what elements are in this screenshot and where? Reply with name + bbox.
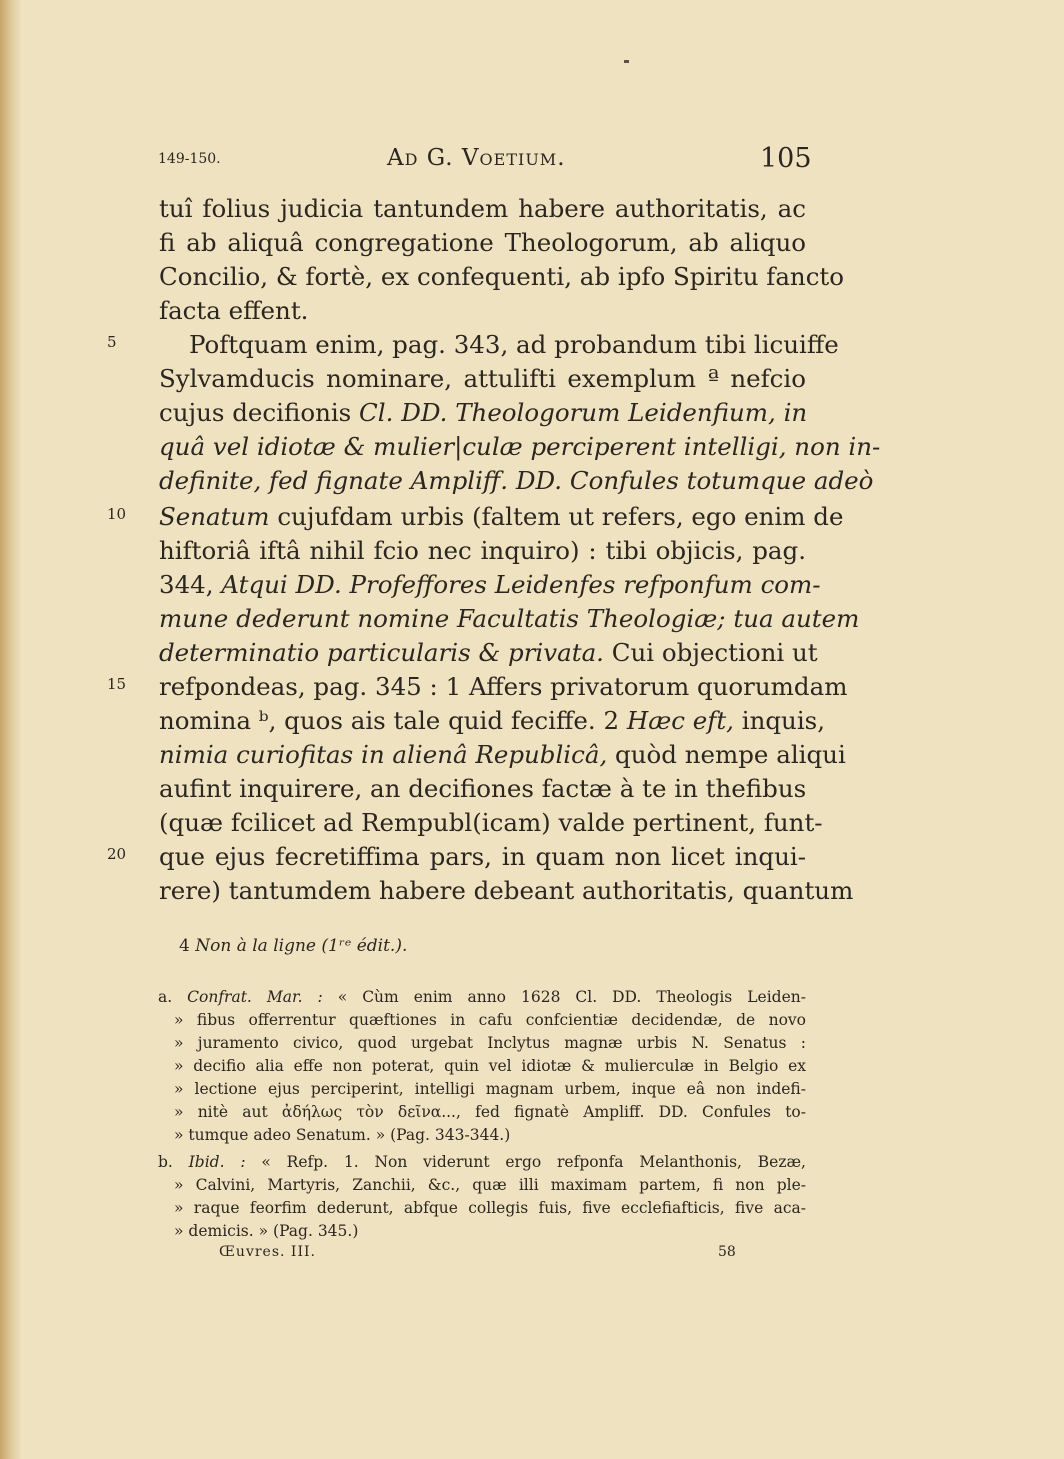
italic-run: determinatio particularis & privata. xyxy=(159,638,604,667)
italic-run: Senatum xyxy=(159,502,270,531)
footnote-line: a. Confrat. Mar. : « Cùm enim anno 1628 Cl. DD. Theologis Leiden- xyxy=(158,988,806,1006)
text-line: Senatum cujufdam urbis (faltem ut refers, ego enim de xyxy=(159,502,844,531)
footer-sheet-number: 58 xyxy=(718,1244,736,1260)
line-number: 15 xyxy=(107,675,127,693)
text-line xyxy=(159,464,874,498)
text-line: determinatio particularis & privata. Cui objectioni ut xyxy=(159,638,818,667)
footnote-line: » Calvini, Martyris, Zanchii, &c., quæ illi maximam partem, fi non ple- xyxy=(174,1176,806,1194)
line-number: 5 xyxy=(107,333,117,351)
footnote-line: » lectione ejus perciperint, intelligi magnam urbem, inque eâ non indefi- xyxy=(174,1080,806,1098)
text-line: tuî folius judicia tantundem habere authoritatis, ac xyxy=(159,194,806,223)
text-line: cujus decifionis Cl. DD. Theologorum Leidenfium, in xyxy=(159,398,808,427)
text-line: fi ab aliquâ congregatione Theologorum, ab aliquo xyxy=(159,228,806,257)
page-number: 105 xyxy=(760,143,812,174)
italic-run: Ibid. : xyxy=(188,1153,246,1171)
text-line: Sylvamducis nominare, attulifti exemplum ª nefcio xyxy=(159,364,806,393)
footnote-line: » fibus offerrentur quæftiones in cafu confcientiæ decidendæ, de novo xyxy=(174,1011,806,1029)
footnote-line: » raque feorfim dederunt, abfque collegis fuis, five ecclefiafticis, five aca- xyxy=(174,1199,806,1217)
footer-signature: Œuvres. III. xyxy=(219,1244,316,1260)
footnote-line: b. Ibid. : « Refp. 1. Non viderunt ergo refponfa Melanthonis, Bezæ, xyxy=(158,1153,806,1171)
line-number: 10 xyxy=(107,505,127,523)
italic-run: Cl. DD. Theologorum Leidenfium, in xyxy=(359,398,808,427)
text-line: rere) tantumdem habere debeant authoritatis, quantum xyxy=(159,876,854,905)
text-line: (quæ fcilicet ad Rempubl(icam) valde pertinent, funt- xyxy=(159,808,823,837)
variant-note: 4 Non à la ligne (1ʳᵉ édit.). xyxy=(179,936,408,956)
text-line: nomina ᵇ, quos ais tale quid feciffe. 2 Hæc eft, inquis, xyxy=(159,706,826,735)
text-line: nimia curiofitas in alienâ Republicâ, quòd nempe aliqui xyxy=(159,740,846,769)
text-line: Poftquam enim, pag. 343, ad probandum tibi licuiffe xyxy=(189,330,839,359)
footnote-line: » decifio alia effe non poterat, quin vel idiotæ & mulierculæ in Belgio ex xyxy=(174,1057,806,1075)
header-column-numbers: 149-150. xyxy=(158,151,221,167)
text-line: facta effent. xyxy=(159,296,309,325)
italic-run: nimia curiofitas in alienâ Republicâ, xyxy=(159,740,608,769)
footnote-line: » tumque adeo Senatum. » (Pag. 343-344.) xyxy=(174,1126,511,1144)
text-line: 344, Atqui DD. Profeffores Leidenfes refponfum com- xyxy=(159,570,821,599)
footnote-line: » juramento civico, quod urgebat Inclytus magnæ urbis N. Senatus : xyxy=(174,1034,806,1052)
italic-run: Hæc eft, xyxy=(626,706,734,735)
text-line: Concilio, & fortè, ex confequenti, ab ipfo Spiritu fancto xyxy=(159,262,845,291)
italic-run: mune dederunt nomine Facultatis Theologiæ; tua autem xyxy=(159,604,860,633)
page-edge-shadow xyxy=(0,0,22,1459)
line-number: 20 xyxy=(107,845,127,863)
italic-run: Non à la ligne (1ʳᵉ édit.). xyxy=(195,936,408,956)
text-line: aufint inquirere, an decifiones factæ à te in thefibus xyxy=(159,774,807,803)
italic-run: Confrat. Mar. : xyxy=(187,988,323,1006)
ink-speck xyxy=(624,60,629,63)
footnote-line: » demicis. » (Pag. 345.) xyxy=(174,1222,359,1240)
italic-run: definite, fed fignate Ampliff. DD. Confules totumque adeò xyxy=(159,466,874,495)
footnote-line: » nitè aut ἀδήλως τὸν δεῖνα..., fed fignatè Ampliff. DD. Confules to- xyxy=(174,1103,806,1121)
text-line: hiftoriâ iftâ nihil fcio nec inquiro) : tibi objicis, pag. xyxy=(159,536,806,565)
text-line xyxy=(159,430,881,464)
text-line xyxy=(159,602,860,636)
text-line: refpondeas, pag. 345 : 1 Affers privatorum quorumdam xyxy=(159,672,848,701)
italic-run: quâ vel idiotæ & mulier|culæ perciperent intelligi, non in- xyxy=(159,432,881,461)
italic-run: Atqui DD. Profeffores Leidenfes refponfum com- xyxy=(221,570,821,599)
text-line: que ejus fecretiffima pars, in quam non licet inqui- xyxy=(159,842,806,871)
header-title: Ad G. Voetium. xyxy=(387,145,566,171)
running-header xyxy=(0,145,1064,181)
